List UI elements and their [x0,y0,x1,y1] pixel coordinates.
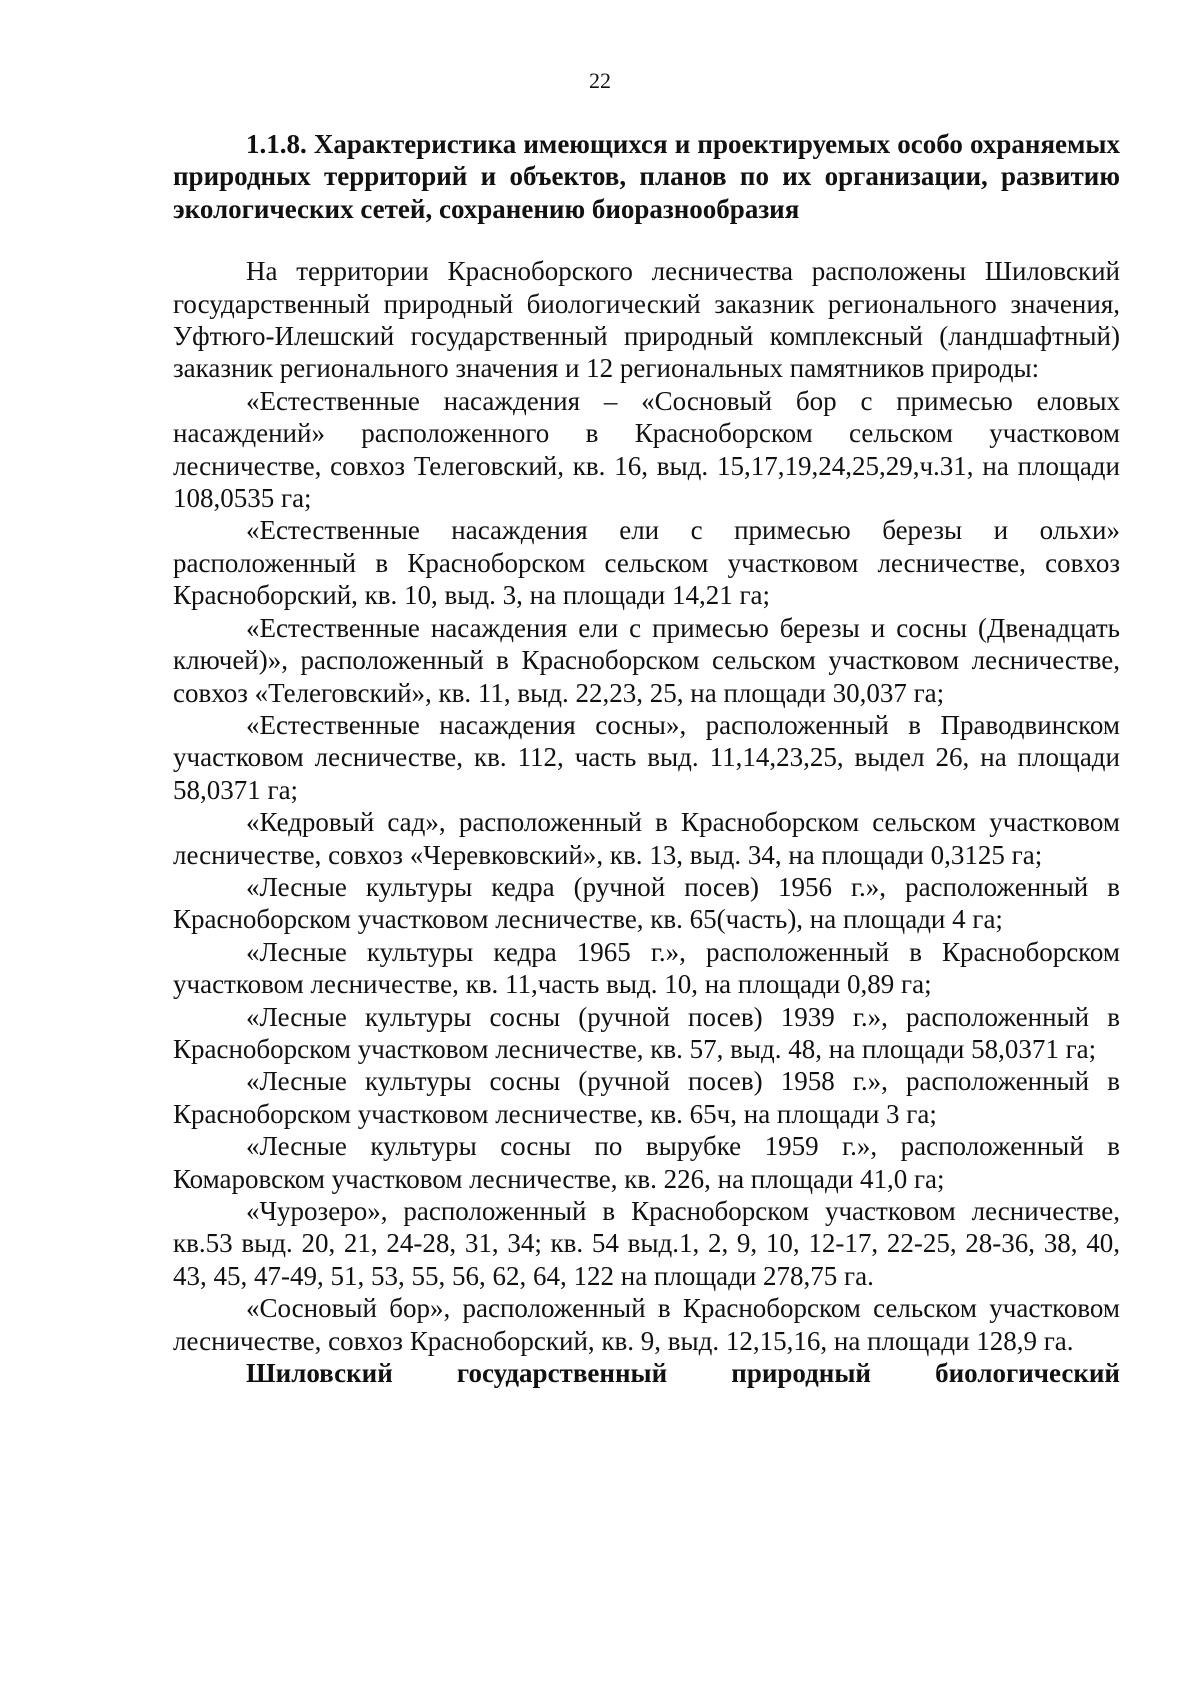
paragraph-monument-5: «Кедровый сад», расположенный в Красноборском сельском участковом лесничестве, совхоз «Черевковский», кв. 13, выд. 34, на площади 0,3125 га; [173,807,1120,870]
paragraph-monument-2: «Естественные насаждения ели с примесью березы и ольхи» расположенный в Красноборском сельском участковом лесничестве, совхоз Красноборский, кв. 10, выд. 3, на площади 14,21 га; [173,515,1120,611]
spacer [173,225,1120,255]
paragraph-monument-6: «Лесные культуры кедра (ручной посев) 1956 г.», расположенный в Красноборском участковом лесничестве, кв. 65(часть), на площади 4 га; [173,871,1120,935]
section-number: 1.1.8. [246,129,307,159]
document-body [173,128,1120,1389]
paragraph-monument-11: «Чурозеро», расположенный в Красноборском участковом лесничестве, кв.53 выд. 20, 21, 24-28, 31, 34; кв. 54 выд.1, 2, 9, 10, 12-17, 22-25, 28-36, 38, 40, 43, 45, 47-49, 51, 53, 55, 56, 62, 64, 122 на площади 278,75 га. [173,1196,1120,1291]
paragraph-monument-10: «Лесные культуры сосны по вырубке 1959 г.», расположенный в Комаровском участковом лесничестве, кв. 226, на площади 41,0 га; [173,1131,1120,1194]
page-number: 22 [589,68,611,93]
paragraph-monument-7: «Лесные культуры кедра 1965 г.», расположенный в Красноборском участковом лесничестве, кв. 11,часть выд. 10, на площади 0,89 га; [173,936,1120,1000]
section-heading [173,128,1120,225]
paragraph-monument-1: «Естественные насаждения – «Сосновый бор с примесью еловых насаждений» расположенного в Красноборском сельском участковом лесничестве, совхоз Телеговский, кв. 16, выд. 15,17,19,24,25,29,ч.31, на площади 108,0535 га; [173,385,1120,514]
paragraph-monument-4: «Естественные насаждения сосны», расположенный в Праводвинском участковом лесничестве, кв. 112, часть выд. 11,14,23,25, выдел 26, на площади 58,0371 га; [173,709,1120,805]
paragraph-monument-3: «Естественные насаждения ели с примесью березы и сосны (Двенадцать ключей)», расположенный в Красноборском сельском участковом лесничестве, совхоз «Телеговский», кв. 11, выд. 22,23, 25, на площади 30,037 га; [173,612,1120,708]
paragraph-monument-12: «Сосновый бор», расположенный в Красноборском сельском участковом лесничестве, совхоз Красноборский, кв. 9, выд. 12,15,16, на площади 128,9 га. [173,1293,1120,1356]
paragraph-monument-8: «Лесные культуры сосны (ручной посев) 1939 г.», расположенный в Красноборском участковом лесничестве, кв. 57, выд. 48, на площади 58,0371 га; [173,1001,1120,1064]
section-title: Характеристика имеющихся и проектируемых особо охраняемых природных территорий и объектов, планов по их организации, развитию экологических сетей, сохранению биоразнообразия [173,129,1121,224]
paragraph-monument-9: «Лесные культуры сосны (ручной посев) 1958 г.», расположенный в Красноборском участковом лесничестве, кв. 65ч, на площади 3 га; [173,1066,1120,1129]
subsection-heading: Шиловский государственный природный биологический [246,1358,1120,1389]
paragraph-intro: На территории Красноборского лесничества расположены Шиловский государственный природный биологический заказник регионального значения, Уфтюго-Илешский государственный природный комплексный (ландшафтный) заказник регионального значения и 12 региональных памятников природы: [173,256,1120,384]
